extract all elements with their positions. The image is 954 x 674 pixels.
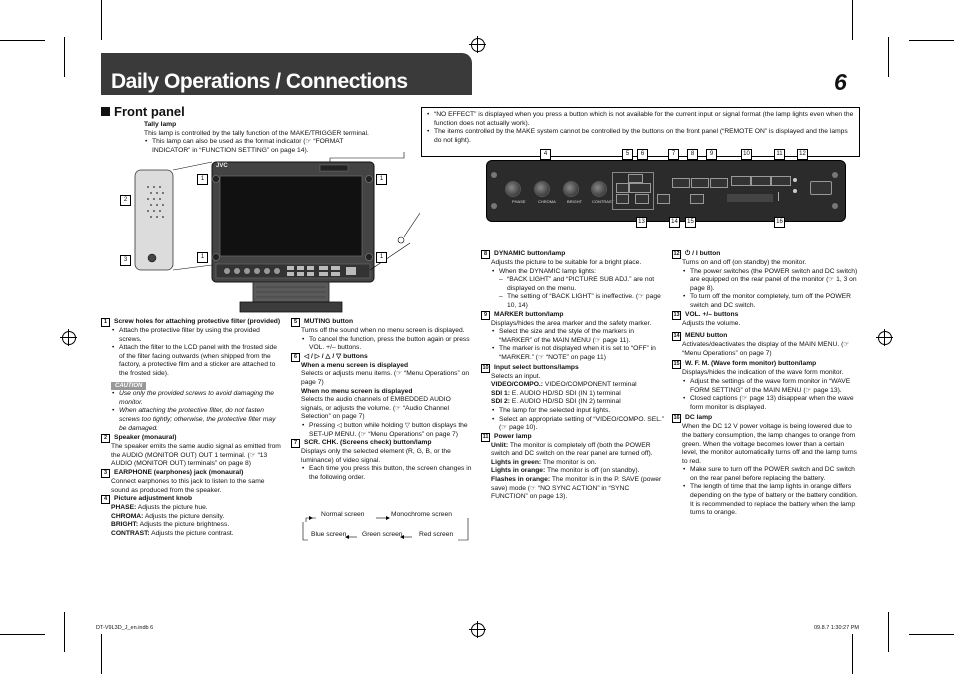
vol-button[interactable] [616, 194, 629, 204]
callout-7: 7 [668, 149, 679, 160]
up-button[interactable] [628, 174, 643, 183]
video-compo-button[interactable] [731, 176, 751, 186]
bright-knob[interactable] [563, 181, 579, 197]
callout-4: 4 [540, 149, 551, 160]
power-lamp [793, 178, 797, 182]
callout-1: 1 [376, 174, 387, 185]
dc-lamp [793, 189, 797, 193]
column-1: 1 Screw holes for attaching protective filter (provided) • Attach the protective filter by using the provided screws. • Attach the filter to the LCD panel with the frosted side of the filter facing outwards (when shipped from the factory, a protective film and a sticker are attached to the frosted side). CAUTION • Use only the provided screws to avoid damaging the monitor. • When attaching the protective filter, do not fasten screws too tightly; otherwise, the protective filter may be damaged. 2 Speaker (monaural) The speaker emits the same audio signal as emitted from the AUDIO (MONITOR OUT) OUT 1 terminal. (☞ “13 AUDIO (MONITOR OUT) terminals” on page 8) 3 EARPHONE (earphones) jack (monaural) Connect earphones to this jack to listen to the same sound as produced from the speaker. 4 Picture adjustment knob PHASE: Adjusts the picture hue. CHROMA: Adjusts the picture density. BRIGHT: Adjusts the picture brightness. CONTRAST: Adjusts the picture contrast. [101, 318, 283, 538]
flow-blue: Blue screen [311, 531, 347, 538]
callout-6: 6 [637, 149, 648, 160]
contrast-label: CONTRAST [592, 199, 614, 204]
callout-5: 5 [622, 149, 633, 160]
page-title: Daily Operations / Connections [111, 70, 408, 93]
monitor-drawing [120, 150, 420, 320]
callout-1: 1 [197, 252, 208, 263]
menu-button[interactable] [690, 194, 704, 204]
flow-red: Red screen [419, 531, 454, 538]
callout-11: 11 [774, 149, 785, 160]
square-bullet-icon [101, 107, 110, 116]
input-indicator-strip [727, 194, 773, 202]
callout-10: 10 [741, 149, 752, 160]
footer-file: DT-V9L3D_J_en.indb 6 [96, 625, 154, 631]
bright-label: BRIGHT [567, 199, 583, 204]
power-button[interactable] [810, 181, 832, 195]
muting-button[interactable] [629, 183, 651, 193]
caution-badge: CAUTION [111, 382, 146, 391]
page-number: 6 [834, 69, 847, 95]
callout-3: 3 [120, 255, 131, 266]
tally-lamp-text: Tally lamp This lamp is controlled by the tally function of the MAKE/TRIGGER terminal. • This lamp can also be used as the format indicator (☞ “FORMAT INDICATOR” in “FUNCTION SETTING” on page 14). [144, 121, 404, 155]
sdi2-button[interactable] [771, 176, 791, 186]
callout-2: 2 [120, 195, 131, 206]
phase-label: PHASE [512, 199, 526, 204]
column-4: 12 ⏻ / I button Turns on and off (on standby) the monitor. • The power switches (the POWER switch and DC switch) are equipped on the rear panel of the monitor (☞ 1, 3 on page 8). • To turn off the monitor completely, turn off the POWER switch and DC switch. 13 VOL. +/– buttons Adjusts the volume. 14 MENU button Activates/deactivates the display of the MAIN MENU. (☞ “Menu Operations” on page 7) 15 W. F. M. (Wave form monitor) button/lamp Displays/hides the indication of the wave form monitor. • Adjust the settings of the wave form monitor in “WAVE FORM SETTING” of the MAIN MENU (☞ page 13). • Closed captions (☞ page 13) disappear when the wave form monitor is displayed. 16 DC lamp When the DC 12 V power voltage is being lowered due to the battery consumption, the lamp changes to orange from green. When the voltage becomes lower than a certain level, the monitor automatically turns off and the lamp turns to red. • Make sure to turn off the POWER switch and DC switch on the rear panel before replacing the battery. • The length of time that the lamp lights in orange differs depending on the type of battery or the battery condition. It is recommended to replace the battery when the lamp turns to orange. [672, 250, 858, 518]
item-number: 1 [101, 318, 110, 327]
scr-chk-button[interactable] [672, 178, 690, 188]
notes-box: • “NO EFFECT” is displayed when you press a button which is not available for the current input or signal format (the lamp lights even when the function does not actually work). • The items controlled by the MAKE system cannot be controlled by the buttons on the front panel (“REMOTE ON” is displayed and the lamps do not light). [421, 107, 860, 157]
chroma-knob[interactable] [534, 181, 550, 197]
callout-14: 14 [669, 217, 680, 228]
dynamic-button[interactable] [691, 178, 709, 188]
callout-1: 1 [197, 174, 208, 185]
column-3: 8 DYNAMIC button/lamp Adjusts the picture to be suitable for a bright place. • When the DYNAMIC lamp lights: – “BACK LIGHT” and “PICTURE SUB ADJ.” are not displayed on the menu. – The setting of “BACK LIGHT” is ineffective. (☞ page 10, 14) 9 MARKER button/lamp Displays/hides the area marker and the safety marker. • Select the size and the style of the markers in “MARKER” of the MAIN MENU (☞ page 11). • The marker is not displayed when it is set to “OFF” in “MARKER.” (☞ “NOTE” on page 11) 10 Input select buttons/lamps Selects an input. VIDEO/COMPO.: VIDEO/COMPONENT terminal SDI 1: E. AUDIO HD/SD SDI (IN 1) terminal SDI 2: E. AUDIO HD/SD SDI (IN 2) terminal • The lamp for the selected input lights. • Select an appropriate setting of “VIDEO/COMPO. SEL.” (☞ page 10). 11 Power lamp Unlit: The monitor is completely off (both the POWER switch and DC switch on the rear panel are turned off). Lights in green: The monitor is on. Lights in orange: The monitor is off (on standby). Flashes in orange: The monitor is in the P. SAVE (power save) mode (☞ “NO SYNC ACTION” in “SYNC FUNCTION” on page 13). [481, 250, 666, 502]
flow-monochrome: Monochrome screen [391, 511, 452, 518]
brand-logo: JVC [216, 163, 228, 169]
right-button[interactable] [657, 194, 670, 204]
chroma-label: CHROMA [538, 199, 556, 204]
contrast-knob[interactable] [591, 181, 607, 197]
column-2: 5 MUTING button Turns off the sound when no menu screen is displayed. • To cancel the function, press the button again or press VOL. +/– buttons. 6 ◁ / ▷ / △ / ▽ buttons When a menu screen is displayed Selects or adjusts menu items. (☞ “Menu Operations” on page 7) When no menu screen is displayed Selects the audio channels of EMBEDDED AUDIO signals, or adjusts the volume. (☞ “Audio Channel Selection” on page 7) • Pressing ◁ button while holding ▽ button displays the SET-UP MENU. (☞ “Menu Operations” on page 7) 7 SCR. CHK. (Screens check) button/lamp Displays only the selected element (R, G, B, or the luminance) of video signal. • Each time you press this button, the screen changes in the following order. [291, 318, 473, 483]
marker-button[interactable] [710, 178, 728, 188]
callout-1: 1 [376, 252, 387, 263]
callout-16: 16 [774, 217, 785, 228]
section-heading: Front panel [101, 104, 185, 119]
footer-timestamp: 09.8.7 1:30:27 PM [814, 625, 859, 631]
phase-knob[interactable] [505, 181, 521, 197]
down-button[interactable] [635, 194, 649, 204]
sdi1-button[interactable] [751, 176, 771, 186]
callout-15: 15 [685, 217, 696, 228]
flow-normal: Normal screen [321, 511, 365, 518]
left-button[interactable] [616, 183, 629, 193]
callout-12: 12 [797, 149, 808, 160]
flow-green: Green screen [362, 531, 403, 538]
callout-13: 13 [636, 217, 647, 228]
callout-9: 9 [706, 149, 717, 160]
callout-8: 8 [687, 149, 698, 160]
